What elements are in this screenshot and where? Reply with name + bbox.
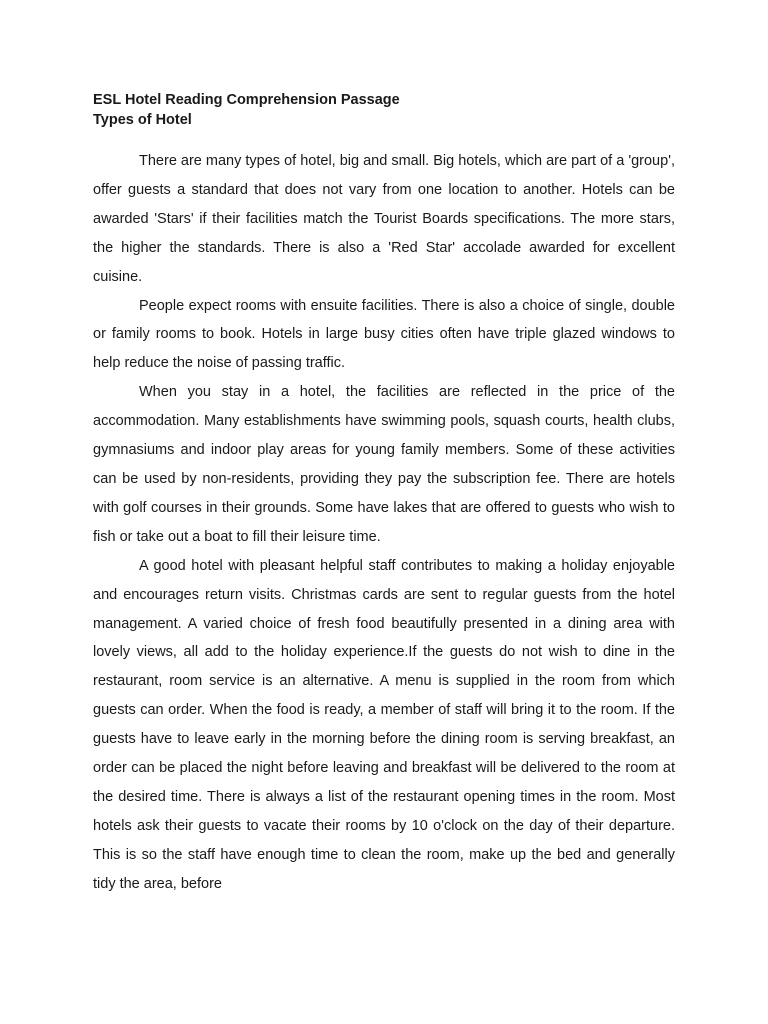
passage-body (93, 147, 675, 899)
document-subtitle: Types of Hotel (93, 112, 192, 128)
paragraph-4: A good hotel with pleasant helpful staff contributes to making a holiday enjoyable and encourages return visits. Christmas cards are sent to regular guests from the hotel management. A varied choice of fresh food beautifully presented in a dining area with lovely views, all add to the holiday experience.If the guests do not wish to dine in the restaurant, room service is an alternative. A menu is supplied in the room from which guests can order. When the food is ready, a member of staff will bring it to the room. If the guests have to leave early in the morning before the dining room is serving breakfast, an order can be placed the night before leaving and breakfast will be delivered to the room at the desired time. There is always a list of the restaurant opening times in the room. Most hotels ask their guests to vacate their rooms by 10 o'clock on the day of their departure. This is so the staff have enough time to clean the room, make up the bed and generally tidy the area, before (93, 557, 675, 892)
paragraph-1: There are many types of hotel, big and small. Big hotels, which are part of a 'group', offer guests a standard that does not vary from one location to another. Hotels can be awarded 'Stars' if their facilities match the Tourist Boards specifications. The more stars, the higher the standards. There is also a 'Red Star' accolade awarded for excellent cuisine. (93, 153, 675, 285)
paragraph-3: When you stay in a hotel, the facilities are reflected in the price of the accommodation. Many establishments have swimming pools, squash courts, health clubs, gymnasiums and indoor play areas for young family members. Some of these activities can be used by non-residents, providing they pay the subscription fee. There are hotels with golf courses in their grounds. Some have lakes that are offered to guests who wish to fish or take out a boat to fill their leisure time. (93, 384, 675, 545)
document-title: ESL Hotel Reading Comprehension Passage (93, 92, 400, 108)
paragraph-2: People expect rooms with ensuite facilities. There is also a choice of single, double or family rooms to book. Hotels in large busy cities often have triple glazed windows to help reduce the noise of passing traffic. (93, 297, 675, 372)
